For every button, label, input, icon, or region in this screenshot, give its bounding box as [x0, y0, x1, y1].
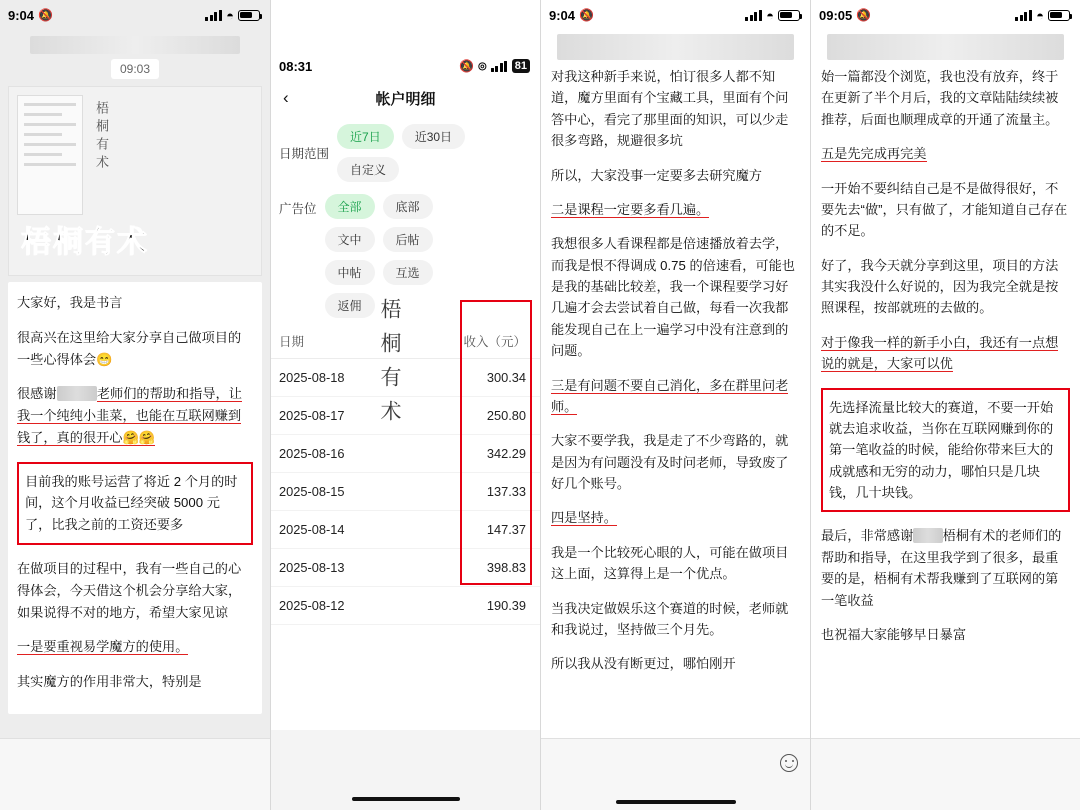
filter-row-adslot [271, 188, 540, 324]
signal-icon [491, 61, 508, 72]
message-line: 在做项目的过程中，我有一些自己的心得体会，今天借这个机会分享给大家，如果说得不对的地方，希望大家见谅 [17, 561, 242, 620]
emoji-icon[interactable] [780, 754, 798, 772]
status-time: 09:05 [819, 7, 853, 23]
message-line: 其实魔方的作用非常大，特别是 [17, 674, 202, 690]
filter-label-date: 日期范围 [279, 147, 330, 161]
battery-level: 81 [512, 59, 530, 73]
panel-account-detail [270, 0, 540, 810]
paragraph-heading-text: 四是坚持。 [551, 510, 617, 526]
paragraph: 大家不要学我，我是走了不少弯路的，就是因为有问题没有及时问老师，导致废了好几个账号。 [551, 433, 789, 491]
status-bar [811, 0, 1080, 30]
signal-icon [1015, 10, 1032, 21]
table-row[interactable] [271, 359, 540, 397]
article-body [811, 62, 1080, 645]
message-line-underlined: 老师们的帮助和指导，让我一个纯纯小韭菜，也能在互联网赚到钱了，真的很开心🤗🤗 [17, 386, 242, 445]
paragraph: 所以，大家没事一定要多去研究魔方 [551, 167, 762, 183]
status-time: 9:04 [8, 7, 35, 23]
thanks-suffix: 梧桐 [942, 528, 969, 544]
income-table [271, 359, 540, 625]
signal-icon [205, 10, 222, 21]
redacted-name [913, 528, 942, 543]
paragraph-underlined: 对于像我一样的新手小白，我还有一点想说的就是，大家可以优 [821, 334, 1059, 372]
paragraph-thanks [821, 525, 1070, 611]
cell-amount: 190.39 [486, 598, 526, 613]
highlight-box-advice [821, 388, 1070, 513]
filter-chip-afterpost[interactable]: 后帖 [383, 227, 433, 252]
watermark-text: 梧桐有术 [378, 298, 402, 434]
status-time: 08:31 [279, 58, 313, 74]
chat-message-bubble[interactable] [8, 282, 262, 714]
message-line [17, 636, 253, 658]
status-time: 9:04 [549, 7, 576, 23]
status-bar [541, 0, 810, 30]
paragraph [821, 332, 1070, 375]
filter-chip-custom[interactable]: 自定义 [337, 157, 399, 182]
filter-chip-7days[interactable]: 近7日 [337, 124, 394, 149]
silent-bell-icon: 🔕 [38, 8, 53, 22]
paragraph: 当我决定做娱乐这个赛道的时候，老师就和我说过，坚持做三个月先。 [551, 600, 789, 637]
filter-chip-mutual[interactable]: 互选 [383, 260, 433, 285]
cell-amount: 300.34 [486, 370, 526, 385]
silent-bell-icon: 🔕 [856, 8, 872, 22]
article-body [541, 62, 810, 675]
cell-amount: 398.83 [486, 560, 526, 575]
article-header-blurred [557, 34, 794, 60]
wifi-icon: ◓ [766, 7, 774, 23]
message-line: 目前我的账号运营了将近 2 个月的时间，这个月收益已经突破 5000 元了，比我之前的工资还要多 [25, 473, 238, 533]
paragraph-heading-text: 二是课程一定要多看几遍。 [551, 201, 710, 217]
navigation-bar [271, 78, 540, 118]
panel-article-part-2 [810, 0, 1080, 810]
image-vertical-caption: 梧桐有术 [93, 101, 108, 173]
paragraph: 我想很多人看课程都是倍速播放着去学，而我是恨不得调成 0.75 的倍速看，可能也是我的基础比较差，我一个课程要学习好几遍才会去尝试着自己做，每看一次我都能发现自己在上一遍学习中没有注意到的问题。 [551, 236, 795, 359]
filter-chip-rebate[interactable]: 返佣 [325, 293, 375, 318]
article-header-blurred [827, 34, 1064, 60]
paragraph-heading [551, 375, 800, 418]
cell-date: 2025-08-18 [279, 370, 345, 385]
message-line-underlined: 一是要重视易学魔方的使用。 [17, 639, 189, 655]
cell-amount: 147.37 [486, 522, 526, 537]
paragraph-heading [551, 507, 800, 528]
paragraph: 对我这种新手来说，怕订很多人都不知道，魔方里面有个宝藏工具，里面有个问答中心，看完了那里面的知识，可以少走很多弯路，规避很多坑 [551, 69, 789, 149]
panel-article-part-1 [540, 0, 810, 810]
home-indicator [352, 797, 460, 801]
filter-chip-incontent[interactable]: 文中 [325, 227, 375, 252]
message-line: 大家好，我是书言 [17, 295, 123, 310]
filter-chip-midpost[interactable]: 中帖 [325, 260, 375, 285]
paragraph: 也祝福大家能够早日暴富 [821, 626, 967, 642]
table-header [271, 324, 540, 359]
filter-chip-30days[interactable]: 近30日 [402, 124, 465, 149]
table-row[interactable] [271, 549, 540, 587]
table-row[interactable] [271, 511, 540, 549]
battery-icon [778, 10, 800, 21]
signal-icon [745, 10, 762, 21]
cell-date: 2025-08-17 [279, 408, 345, 423]
cell-amount: 250.80 [486, 408, 526, 423]
paragraph-heading-text: 五是先完成再完美 [821, 146, 927, 162]
paragraph-heading [821, 143, 1070, 164]
chat-timestamp [0, 60, 270, 78]
cell-date: 2025-08-16 [279, 446, 345, 461]
table-row[interactable] [271, 397, 540, 435]
thanks-prefix: 很感谢 [17, 386, 57, 402]
thumbnail-preview [17, 95, 83, 215]
message-line-thanks [17, 383, 253, 448]
battery-icon [1048, 10, 1070, 21]
home-indicator [616, 800, 736, 804]
filter-chip-bottom[interactable]: 底部 [383, 194, 433, 219]
bottom-bar [541, 738, 810, 810]
chat-input-bar[interactable] [0, 738, 270, 810]
table-row[interactable] [271, 473, 540, 511]
table-row[interactable] [271, 587, 540, 625]
status-bar [271, 54, 540, 78]
page-title: 帐户明细 [375, 90, 436, 108]
paragraph: 有术的老师们的帮助和指导，在这里我学到了很多，最重要的是，梧桐有术帮我赚到了互联网的第一笔收益 [821, 528, 1062, 608]
cell-amount: 137.33 [486, 484, 526, 499]
redacted-name [57, 386, 97, 401]
paragraph: 始一篇都没个浏览，我也没有放弃，终于在更新了半个月后，我的文章陆陆续续被推荐，后面也顺理成章的开通了流量主。 [821, 69, 1059, 127]
wifi-icon: ◓ [226, 7, 234, 23]
cell-date: 2025-08-14 [279, 522, 345, 537]
back-chevron-icon[interactable]: ‹ [283, 88, 289, 107]
highlight-box-income [17, 462, 253, 545]
status-bar [0, 0, 270, 30]
message-line: 很高兴在这里给大家分享自己做项目的一些心得体会😁 [17, 329, 242, 367]
paragraph-heading [551, 199, 800, 220]
silent-bell-icon: 🔕 [579, 8, 594, 22]
column-header-income: 收入（元） [463, 335, 526, 349]
column-header-date: 日期 [279, 335, 305, 349]
paragraph: 一开始不要纠结自己是不是做得很好，不要先去“做”，只有做了，才能知道自己存在的不足。 [821, 180, 1068, 239]
chat-timestamp-label: 09:03 [111, 59, 159, 79]
thanks-prefix: 最后，非常感谢 [821, 528, 914, 544]
table-row[interactable] [271, 435, 540, 473]
mute-icon: 🔕 [459, 59, 475, 73]
bottom-bar [811, 738, 1080, 810]
paragraph-heading-text: 三是有问题不要自己消化，多在群里问老师。 [551, 377, 789, 414]
panel-wechat-chat [0, 0, 270, 810]
paragraph: 我是一个比较死心眼的人，可能在做项目这上面，这算得上是一个优点。 [551, 544, 789, 582]
filter-chip-all[interactable]: 全部 [325, 194, 375, 219]
cell-amount: 342.29 [486, 446, 526, 461]
cell-date: 2025-08-15 [279, 484, 345, 499]
paragraph: 所以我从没有断更过，哪怕刚开 [551, 656, 736, 672]
cell-date: 2025-08-13 [279, 560, 345, 575]
filter-row-date [271, 118, 540, 188]
image-title: 梧桐有术 [21, 225, 149, 260]
location-icon: ◎ [478, 60, 487, 72]
chat-header-blurred [30, 36, 240, 54]
wifi-icon: ◓ [1036, 7, 1044, 23]
shared-image-card[interactable] [8, 86, 262, 276]
cell-date: 2025-08-12 [279, 598, 345, 613]
battery-icon [238, 10, 260, 21]
filter-label-adslot: 广告位 [279, 202, 317, 216]
paragraph: 好了，我今天就分享到这里，项目的方法其实我没什么好说的，因为我完全就是按照课程，按部就班的去做的。 [821, 257, 1059, 316]
paragraph: 先选择流量比较大的赛道，不要一开始就去追求收益，当你在互联网赚到你的第一笔收益的时候，能给你带来巨大的成就感和无穷的动力，哪怕只是几块钱，几十块钱。 [829, 399, 1054, 500]
